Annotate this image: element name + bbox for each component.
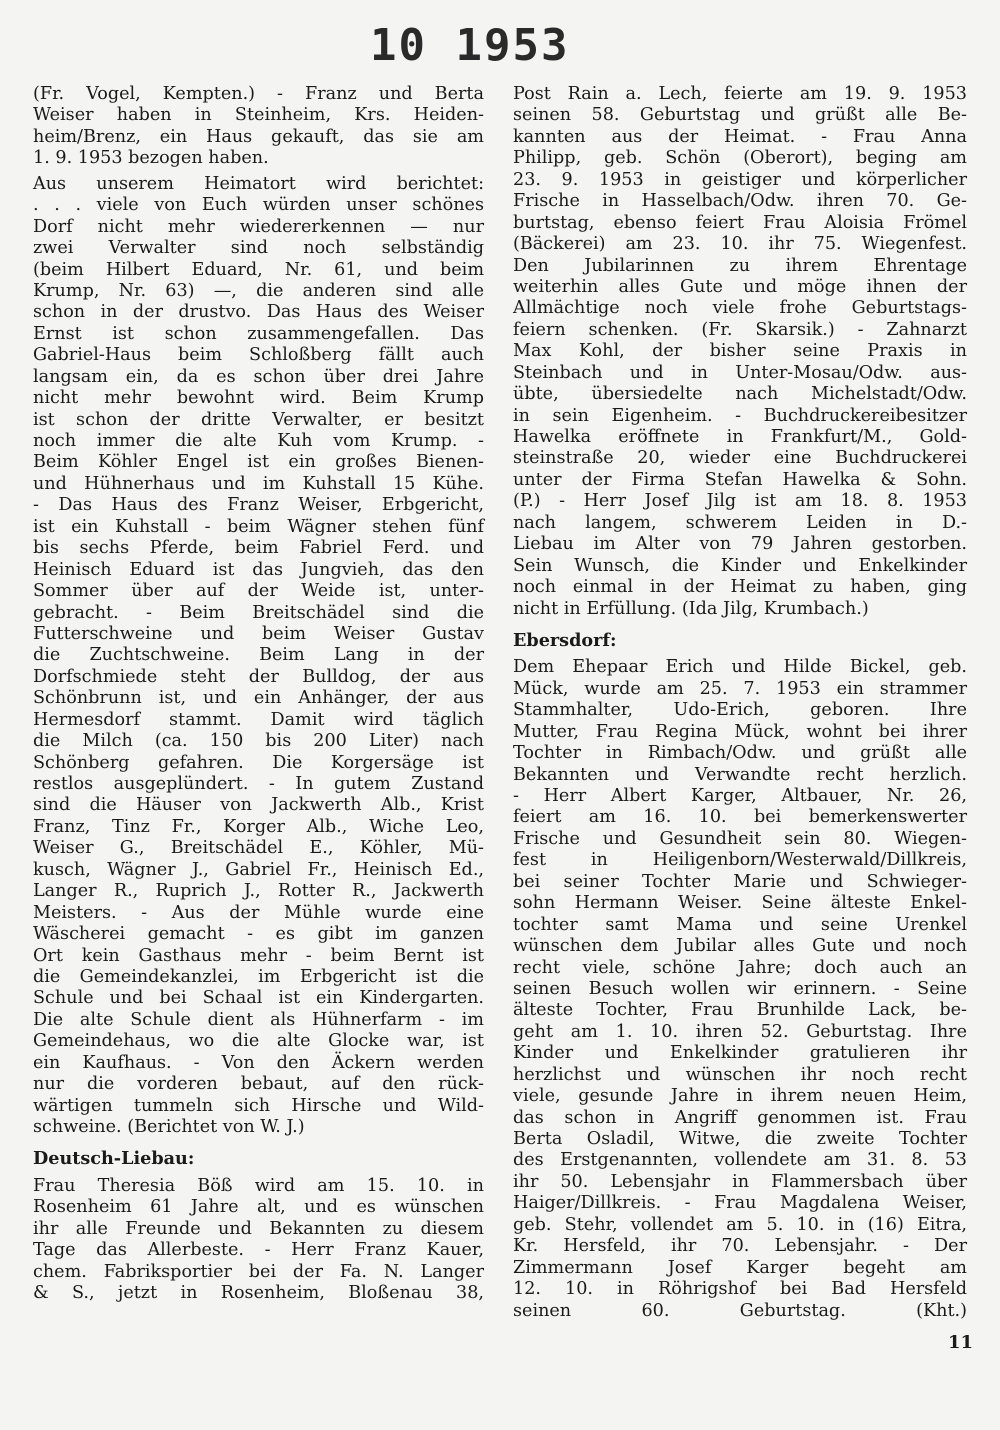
text-line: langsam ein, da es schon über drei Jahre — [33, 366, 484, 387]
text-line: . . . viele von Euch würden unser schönes — [33, 195, 484, 216]
text-line: seinen Besuch wollen wir erinnern. - Seine — [513, 978, 967, 999]
text-line: Dorfschmiede steht der Bulldog, der aus — [33, 666, 484, 687]
text-line: Krump, Nr. 63) —, die anderen sind alle — [33, 280, 484, 301]
text-line: die Milch (ca. 150 bis 200 Liter) nach — [33, 731, 484, 752]
paragraph — [513, 84, 967, 620]
paragraph — [33, 84, 484, 170]
text-line: Langer R., Ruprich J., Rotter R., Jackwerth — [33, 881, 484, 902]
text-line: Den Jubilarinnen zu ihrem Ehrentage — [513, 255, 967, 276]
text-line: in sein Eigenheim. - Buchdruckereibesitzer — [513, 405, 967, 426]
text-line: nicht mehr bewohnt wird. Beim Krump — [33, 388, 484, 409]
text-line: ist schon der dritte Verwalter, er besitzt — [33, 409, 484, 430]
text-line: unter der Firma Stefan Hawelka & Sohn. — [513, 469, 967, 490]
text-line: Ernst ist schon zusammengefallen. Das — [33, 323, 484, 344]
text-line: Tage das Allerbeste. - Herr Franz Kauer, — [33, 1240, 484, 1261]
text-line: übte, übersiedelte nach Michelstadt/Odw. — [513, 384, 967, 405]
text-line: bei seiner Tochter Marie und Schwieger- — [513, 871, 967, 892]
text-line: recht viele, schöne Jahre; doch auch an — [513, 957, 967, 978]
text-line: chem. Fabriksportier bei der Fa. N. Langer — [33, 1261, 484, 1282]
text-line: Bekannten und Verwandte recht herzlich. — [513, 764, 967, 785]
text-line: ihr alle Freunde und Bekannten zu diesem — [33, 1218, 484, 1239]
text-line: das schon in Angriff genommen ist. Frau — [513, 1107, 967, 1128]
text-line: Kinder und Enkelkinder gratulieren ihr — [513, 1043, 967, 1064]
text-line: und Hühnerhaus und im Kuhstall 15 Kühe. — [33, 473, 484, 494]
text-line: 23. 9. 1953 in geistiger und körperlicher — [513, 169, 967, 190]
text-line: (Fr. Vogel, Kempten.) - Franz und Berta — [33, 84, 484, 104]
text-line: Hawelka eröffnete in Frankfurt/M., Gold- — [513, 427, 967, 447]
text-line: gebracht. - Beim Breitschädel sind die — [33, 602, 484, 623]
paragraph — [33, 174, 484, 1139]
text-line: Philipp, geb. Schön (Oberort), beging am — [513, 148, 967, 169]
text-line: herzlichst und wünschen ihr noch recht — [513, 1064, 967, 1085]
text-line: Post Rain a. Lech, feierte am 19. 9. 1953 — [513, 84, 967, 104]
right-paragraphs-2 — [513, 657, 967, 1322]
paragraph — [513, 657, 967, 1322]
text-line: Kr. Hersfeld, ihr 70. Lebensjahr. - Der — [513, 1236, 967, 1257]
text-line: - Das Haus des Franz Weiser, Erbgericht, — [33, 495, 484, 516]
text-line: Franz, Tinz Fr., Korger Alb., Wiche Leo, — [33, 816, 484, 837]
text-line: Tochter in Rimbach/Odw. und grüßt alle — [513, 743, 967, 764]
text-line: viele, gesunde Jahre in ihrem neuen Heim, — [513, 1086, 967, 1107]
left-paragraphs — [33, 84, 484, 1138]
text-line: Aus unserem Heimatort wird berichtet: — [33, 173, 484, 194]
text-line: die Zuchtschweine. Beim Lang in der — [33, 645, 484, 666]
text-line: Heinisch Eduard ist das Jungvieh, das den — [33, 559, 484, 580]
text-line: ihr 50. Lebensjahr in Flammersbach über — [513, 1171, 967, 1192]
text-line: Dorf nicht mehr wiedererkennen — nur — [33, 216, 484, 237]
text-line: Meisters. - Aus der Mühle wurde eine — [33, 902, 484, 923]
text-line: Mück, wurde am 25. 7. 1953 ein strammer — [513, 678, 967, 699]
text-line: nicht in Erfüllung. (Ida Jilg, Krumbach.) — [513, 598, 869, 619]
text-line: Frische und Gesundheit sein 80. Wiegen- — [513, 828, 967, 849]
section-heading-ebersdorf: Ebersdorf: — [513, 629, 617, 651]
text-line: wärtigen tummeln sich Hirsche und Wild- — [33, 1095, 484, 1116]
text-line: Beim Köhler Engel ist ein großes Bienen- — [33, 452, 484, 473]
text-line: Berta Osladil, Witwe, die zweite Tochter — [513, 1129, 967, 1150]
text-line: geb. Stehr, vollendet am 5. 10. in (16) Eitra, — [513, 1214, 967, 1235]
text-line: älteste Tochter, Frau Brunhilde Lack, be- — [513, 1000, 967, 1021]
text-line: Max Kohl, der bisher seine Praxis in — [513, 341, 967, 362]
text-line: (beim Hilbert Eduard, Nr. 61, und beim — [33, 259, 484, 280]
text-line: Dem Ehepaar Erich und Hilde Bickel, geb. — [513, 657, 967, 678]
text-line: - Herr Albert Karger, Altbauer, Nr. 26, — [513, 786, 967, 807]
text-line: wünschen dem Jubilar alles Gute und noch — [513, 936, 967, 957]
text-line: restlos ausgeplündert. - In gutem Zustand — [33, 774, 484, 794]
text-line: tochter samt Mama und seine Urenkel — [513, 914, 967, 935]
text-line: steinstraße 20, wieder eine Buchdruckerei — [513, 448, 967, 469]
text-line: feiert am 16. 10. bei bemerkenswerter — [513, 807, 967, 828]
left-paragraphs-2 — [33, 1176, 484, 1305]
text-line: Haiger/Dillkreis. - Frau Magdalena Weiser, — [513, 1193, 967, 1214]
text-line: Rosenheim 61 Jahre alt, und es wünschen — [33, 1197, 484, 1218]
date-stamp: 10 1953 — [370, 20, 570, 71]
text-line: sind die Häuser von Jackwerth Alb., Krist — [33, 795, 484, 816]
text-line: Hermesdorf stammt. Damit wird täglich — [33, 709, 484, 730]
text-line: & S., jetzt in Rosenheim, Bloßenau 38, — [33, 1283, 484, 1304]
text-line: burtstag, ebenso feiert Frau Aloisia Frömel — [513, 212, 967, 233]
right-column — [513, 84, 967, 1326]
text-line: Stammhalter, Udo-Erich, geboren. Ihre — [513, 700, 967, 721]
text-line: Gabriel-Haus beim Schloßberg fällt auch — [33, 345, 484, 366]
text-line: noch immer die alte Kuh vom Krump. - — [33, 431, 484, 451]
text-line: heim/Brenz, ein Haus gekauft, das sie am — [33, 126, 484, 147]
text-line: Schönberg gefahren. Die Korgersäge ist — [33, 752, 484, 773]
text-line: geht am 1. 10. ihren 52. Geburtstag. Ihre — [513, 1021, 967, 1042]
text-line: Frau Theresia Böß wird am 15. 10. in — [33, 1175, 484, 1196]
text-line: Die alte Schule dient als Hühnerfarm - im — [33, 1009, 484, 1030]
text-line: die Gemeindekanzlei, im Erbgericht ist die — [33, 966, 484, 987]
text-line: bis sechs Pferde, beim Fabriel Ferd. und — [33, 538, 484, 559]
text-line: Futterschweine und beim Weiser Gustav — [33, 623, 484, 644]
section-heading-deutsch-liebau: Deutsch-Liebau: — [33, 1148, 195, 1170]
text-line: seinen 58. Geburtstag und grüßt alle Be- — [513, 105, 967, 126]
page-number: 11 — [948, 1332, 974, 1353]
text-line: Gemeindehaus, wo die alte Glocke war, ist — [33, 1031, 484, 1052]
text-line: kannten aus der Heimat. - Frau Anna — [513, 126, 967, 147]
text-line: Mutter, Frau Regina Mück, wohnt bei ihrer — [513, 721, 967, 742]
text-line: kusch, Wägner J., Gabriel Fr., Heinisch Ed., — [33, 859, 484, 880]
right-paragraphs — [513, 84, 967, 620]
text-line: nach langem, schwerem Leiden in D.- — [513, 512, 967, 533]
text-line: fest in Heiligenborn/Westerwald/Dillkreis, — [513, 850, 967, 871]
text-line: Liebau im Alter von 79 Jahren gestorben. — [513, 534, 967, 555]
text-line: Steinbach und in Unter-Mosau/Odw. aus- — [513, 362, 967, 383]
text-line: sohn Hermann Weiser. Seine älteste Enkel- — [513, 893, 967, 914]
text-line: Wäscherei gemacht - es gibt im ganzen — [33, 924, 484, 945]
text-line: Zimmermann Josef Karger begeht am — [513, 1257, 967, 1278]
text-line: Weiser haben in Steinheim, Krs. Heiden- — [33, 105, 484, 126]
text-line: (P.) - Herr Josef Jilg ist am 18. 8. 1953 — [513, 491, 967, 512]
text-line: 1. 9. 1953 bezogen haben. — [33, 148, 269, 169]
text-line: Allmächtige noch viele frohe Geburtstags- — [513, 298, 967, 319]
text-line: 12. 10. in Röhrigshof bei Bad Hersfeld — [513, 1279, 967, 1300]
text-line: schon in der drustvo. Das Haus des Weiser — [33, 302, 484, 323]
text-line: Frische in Hasselbach/Odw. ihren 70. Ge- — [513, 191, 967, 212]
left-column — [33, 84, 484, 1309]
text-line: des Erstgenannten, vollendete am 31. 8. 53 — [513, 1150, 967, 1171]
text-line: seinen 60. Geburtstag. (Kht.) — [513, 1300, 967, 1321]
text-line: schweine. (Berichtet von W. J.) — [33, 1117, 305, 1137]
text-line: noch einmal in der Heimat zu haben, ging — [513, 577, 967, 598]
text-line: Ort kein Gasthaus mehr - beim Bernt ist — [33, 945, 484, 966]
paragraph — [33, 1176, 484, 1305]
text-line: ist ein Kuhstall - beim Wägner stehen fünf — [33, 516, 484, 537]
text-line: Weiser G., Breitschädel E., Köhler, Mü- — [33, 838, 484, 859]
text-line: feiern schenken. (Fr. Skarsik.) - Zahnarzt — [513, 319, 967, 340]
text-line: ein Kaufhaus. - Von den Äckern werden — [33, 1052, 484, 1073]
text-line: Sein Wunsch, die Kinder und Enkelkinder — [513, 555, 967, 576]
text-line: zwei Verwalter sind noch selbständig — [33, 238, 484, 259]
text-line: Schönbrunn ist, und ein Anhänger, der aus — [33, 688, 484, 709]
text-line: weiterhin alles Gute und möge ihnen der — [513, 276, 967, 297]
text-line: Sommer über auf der Weide ist, unter- — [33, 581, 484, 602]
text-line: (Bäckerei) am 23. 10. ihr 75. Wiegenfest. — [513, 234, 967, 255]
text-line: nur die vorderen bebaut, auf den rück- — [33, 1074, 484, 1095]
text-line: Schule und bei Schaal ist ein Kindergarten. — [33, 988, 484, 1009]
